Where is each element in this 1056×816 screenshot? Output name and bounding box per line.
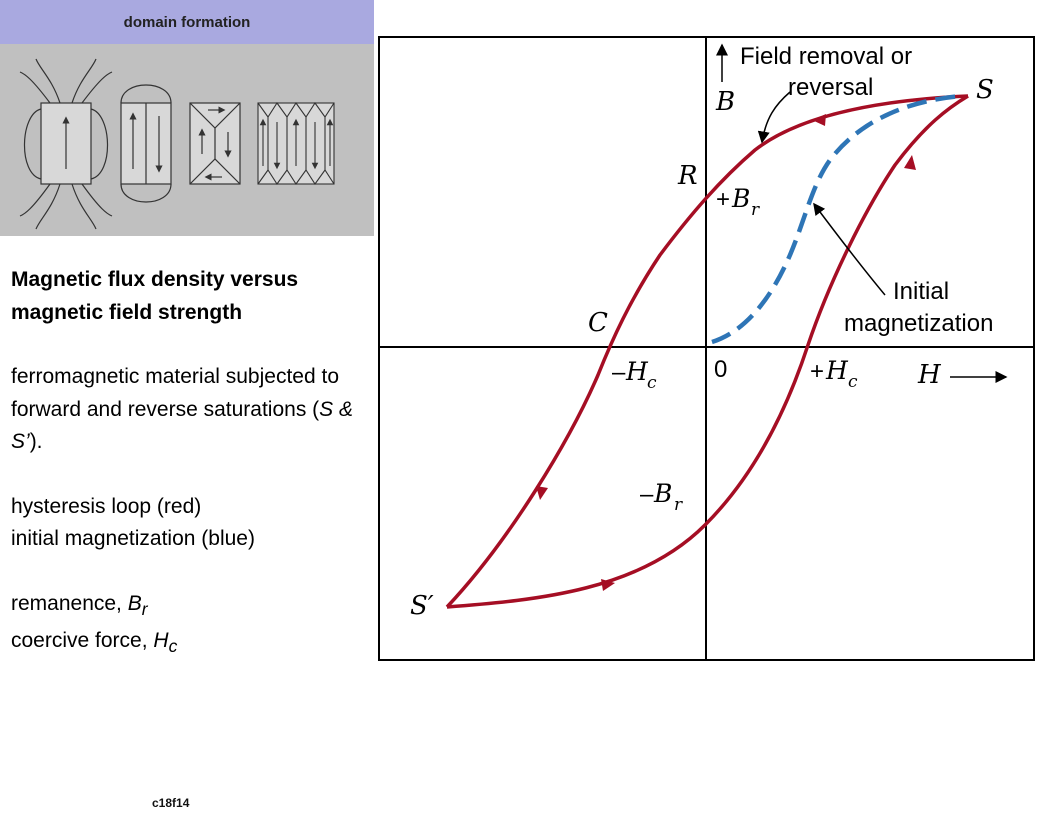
description-end: ). xyxy=(29,430,43,453)
label-plus-hc-sign: + xyxy=(810,358,825,385)
label-plus-br-subscript: r xyxy=(751,200,760,220)
remanence-label: remanence, xyxy=(11,591,128,615)
label-plus-br-symbol: B xyxy=(732,184,751,213)
annotation-field-removal-2: reversal xyxy=(788,74,874,101)
label-minus-hc xyxy=(612,357,657,393)
label-s-prime: S′ xyxy=(410,591,434,621)
label-r: R xyxy=(678,161,698,191)
remanence-subscript: r xyxy=(141,598,148,619)
label-minus-hc-subscript: c xyxy=(647,373,657,393)
label-minus-hc-symbol: H xyxy=(626,357,648,386)
heading: Magnetic flux density versus magnetic field strength xyxy=(11,268,299,324)
label-plus-hc xyxy=(810,356,858,392)
annotation-field-removal-1: Field removal or xyxy=(740,43,913,70)
coercive-symbol: H xyxy=(153,629,169,653)
label-minus-br-subscript: r xyxy=(674,495,683,515)
initial-magnetization-curve xyxy=(712,96,962,342)
label-minus-hc-sign: – xyxy=(612,359,626,386)
label-origin: 0 xyxy=(714,356,728,383)
label-minus-br xyxy=(640,479,683,515)
domain-panel-title: domain formation xyxy=(123,14,251,31)
label-minus-br-symbol: B xyxy=(654,479,673,508)
coercive-label: coercive force, xyxy=(11,629,154,653)
coercive-subscript: c xyxy=(168,636,178,657)
label-c: C xyxy=(588,308,608,338)
annotation-initial-1: Initial xyxy=(893,278,950,305)
label-plus-br-sign: + xyxy=(716,186,731,213)
initial-magnetization-pointer xyxy=(814,204,885,295)
hysteresis-lower-branch xyxy=(447,96,968,607)
legend-blue: initial magnetization (blue) xyxy=(11,527,255,550)
label-minus-br-sign: – xyxy=(640,481,654,508)
remanence-symbol: B xyxy=(127,591,142,615)
description-text: ferromagnetic material subjected to forward and reverse saturations ( xyxy=(11,365,339,421)
label-plus-hc-symbol: H xyxy=(826,356,848,385)
label-plus-br xyxy=(716,184,760,220)
legend-red: hysteresis loop (red) xyxy=(11,494,202,518)
label-s: S xyxy=(976,75,994,105)
description-saturation: S & S’ xyxy=(11,397,353,453)
figure-code: c18f14 xyxy=(152,796,190,810)
annotation-initial-2: magnetization xyxy=(844,310,994,337)
label-h: H xyxy=(918,360,941,390)
label-plus-hc-subscript: c xyxy=(848,372,858,392)
label-b: B xyxy=(716,87,736,117)
